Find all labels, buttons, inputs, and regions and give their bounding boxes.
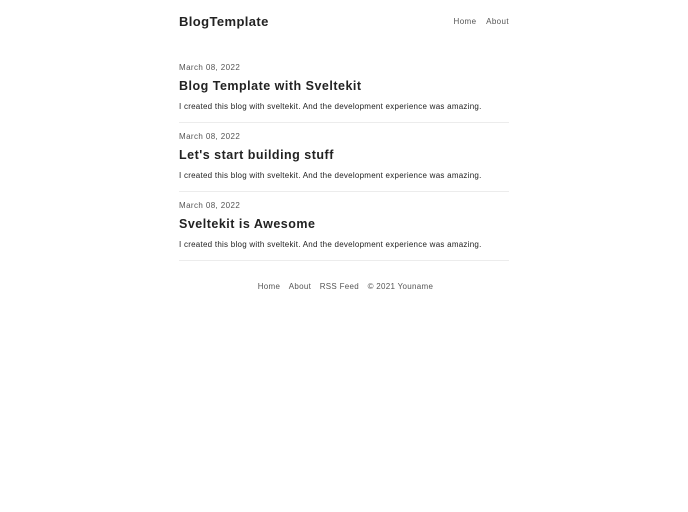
post-date: March 08, 2022: [179, 63, 241, 72]
footer-link-about[interactable]: About: [288, 282, 312, 291]
post-excerpt: I created this blog with sveltekit. And the development experience was amazing.: [179, 102, 482, 111]
footer-link-home[interactable]: Home: [257, 282, 281, 291]
site-footer: [0, 282, 688, 291]
nav-link-about[interactable]: About: [486, 17, 509, 26]
post-date: March 08, 2022: [179, 132, 241, 141]
page-container: [179, 0, 509, 249]
post-item: [179, 60, 509, 123]
top-nav: [447, 17, 509, 26]
post-item: [179, 198, 509, 261]
post-list: [179, 60, 509, 267]
site-header: [179, 0, 509, 60]
post-excerpt: I created this blog with sveltekit. And the development experience was amazing.: [179, 240, 482, 249]
footer-copyright: © 2021 Youname: [367, 282, 434, 291]
footer-link-rss[interactable]: RSS Feed: [319, 282, 360, 291]
post-date: March 08, 2022: [179, 201, 241, 210]
site-brand-link[interactable]: BlogTemplate: [179, 14, 269, 29]
post-excerpt: I created this blog with sveltekit. And the development experience was amazing.: [179, 171, 482, 180]
post-item: [179, 129, 509, 192]
nav-link-home[interactable]: Home: [453, 17, 477, 26]
post-title-link[interactable]: Let's start building stuff: [179, 148, 334, 162]
post-title-link[interactable]: Blog Template with Sveltekit: [179, 79, 362, 93]
post-title-link[interactable]: Sveltekit is Awesome: [179, 217, 316, 231]
